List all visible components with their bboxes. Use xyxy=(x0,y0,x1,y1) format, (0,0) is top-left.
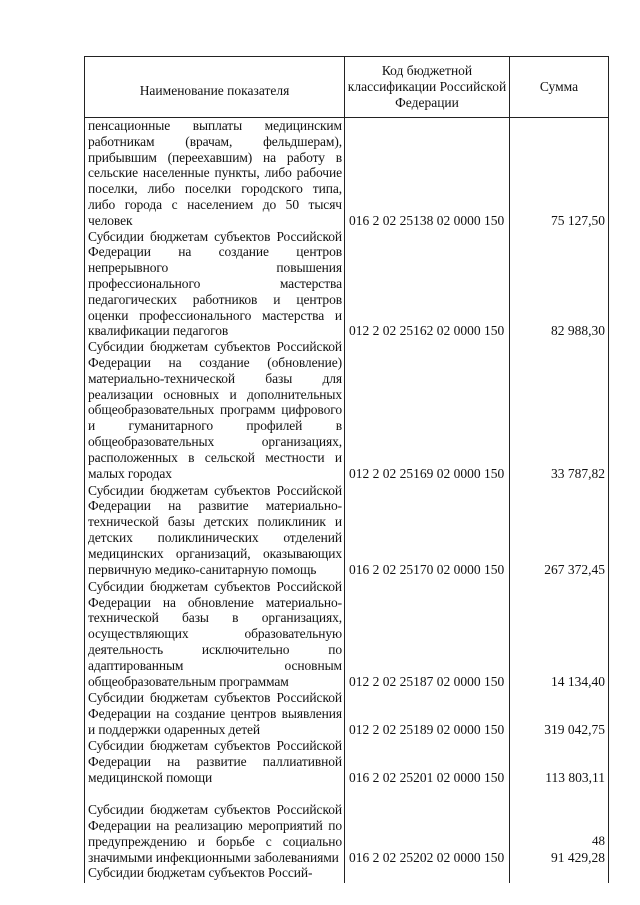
header-code: Код бюджетной классификации Российской Федерации xyxy=(345,57,510,118)
row-name: Субсидии бюджетам субъектов Российской Федерации на обновление материально-технической базы в организациях, осуществляющих образовательную деятельность исключительно по адаптированным основным общеобразовательным программам xyxy=(85,577,345,689)
row-code: 016 2 02 25202 02 0000 150 xyxy=(345,785,510,865)
row-name: пенсационные выплаты медицинским работникам (врачам, фельдшерам), прибывшим (переехавшим) на работу в сельские населенные пункты, либо рабочие поселки, либо поселки городского типа, либо города с населением до 50 тысяч человек xyxy=(85,118,345,229)
row-sum: 113 803,11 xyxy=(510,737,609,785)
row-code: 012 2 02 25169 02 0000 150 xyxy=(345,339,510,481)
header-name: Наименование показателя xyxy=(85,57,345,118)
row-code: 012 2 02 25189 02 0000 150 xyxy=(345,689,510,737)
table-row xyxy=(85,785,609,865)
row-sum: 14 134,40 xyxy=(510,577,609,689)
row-name: Субсидии бюджетам субъектов Российской Федерации на создание центров непрерывного повышения профессионального мастерства педагогических работников и центров оценки профессионального мастерства и квалификации педагогов xyxy=(85,229,345,340)
table-row xyxy=(85,118,609,229)
table-row xyxy=(85,339,609,481)
row-sum: 319 042,75 xyxy=(510,689,609,737)
table-header-row xyxy=(85,57,609,118)
row-code: 012 2 02 25187 02 0000 150 xyxy=(345,577,510,689)
row-name: Субсидии бюджетам субъектов Российской Федерации на создание (обновление) материально-технической базы для реализации основных и дополнительных общеобразовательных программ цифрового и гуманитарного профилей в общеобразовательных организациях, расположенных в сельской местности и малых городах xyxy=(85,339,345,481)
row-sum: 82 988,30 xyxy=(510,229,609,340)
row-sum xyxy=(510,865,609,883)
row-code: 016 2 02 25138 02 0000 150 xyxy=(345,118,510,229)
header-sum: Сумма xyxy=(510,57,609,118)
row-code xyxy=(345,865,510,883)
row-name: Субсидии бюджетам субъектов Российской Федерации на создание центров выявления и поддержки одаренных детей xyxy=(85,689,345,737)
page-number: 48 xyxy=(592,833,605,848)
row-sum: 267 372,45 xyxy=(510,481,609,577)
row-sum: 91 429,28 xyxy=(510,785,609,865)
row-sum: 33 787,82 xyxy=(510,339,609,481)
row-code: 012 2 02 25162 02 0000 150 xyxy=(345,229,510,340)
budget-table xyxy=(84,56,609,883)
table-row xyxy=(85,865,609,883)
row-name: Субсидии бюджетам субъектов Россий- xyxy=(85,865,345,883)
table-row xyxy=(85,577,609,689)
table-row xyxy=(85,689,609,737)
table-row xyxy=(85,737,609,785)
row-sum: 75 127,50 xyxy=(510,118,609,229)
row-code: 016 2 02 25201 02 0000 150 xyxy=(345,737,510,785)
row-code: 016 2 02 25170 02 0000 150 xyxy=(345,481,510,577)
row-name: Субсидии бюджетам субъектов Российской Федерации на развитие материально-технической базы детских поликлиник и детских поликлинических отделений медицинских организаций, оказывающих первичную медико-санитарную помощь xyxy=(85,481,345,577)
table-row xyxy=(85,481,609,577)
row-name: Субсидии бюджетам субъектов Российской Федерации на реализацию мероприятий по предупреждению и борьбе с социально значимыми инфекционными заболеваниями xyxy=(85,785,345,865)
table-row xyxy=(85,229,609,340)
row-name: Субсидии бюджетам субъектов Российской Федерации на развитие паллиативной медицинской помощи xyxy=(85,737,345,785)
